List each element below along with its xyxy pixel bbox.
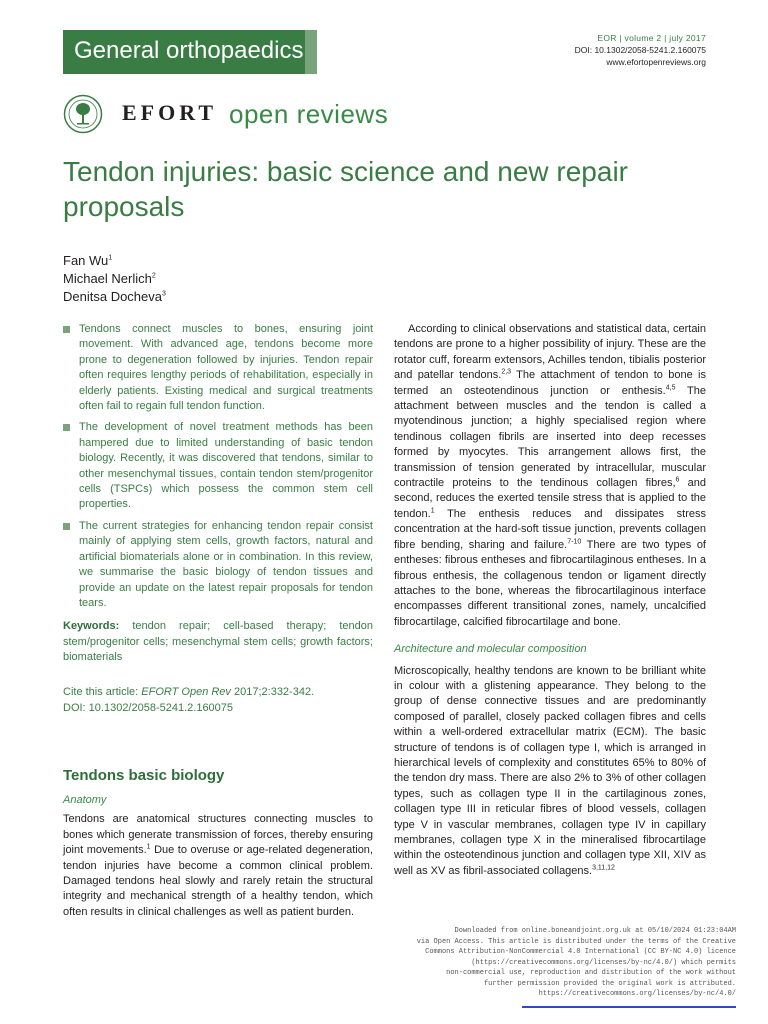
author: Denitsa Docheva$^3$ <box>63 289 166 304</box>
journal-website: www.efortopenreviews.org <box>606 57 706 67</box>
summary-bullet: Tendons connect muscles to bones, ensuring joint movement. With advanced age, tendons become more prone to degeneration followed by injuries. Tendon repair often requires lengthy periods of rehabilitation, especially in elderly patients. Existing medical and surgical treatments often fail to regain full tendon function. <box>63 322 373 414</box>
section-banner-stripe <box>305 30 317 74</box>
left-column <box>63 322 373 920</box>
summary-bullet: The development of novel treatment methods has been hampered due to limited understanding of basic tendon biology. Recently, it was discovered that tendons, similar to other mesenchymal tissues, contain tendon stem/progenitor cells (TSPCs) which possess the common stem cell properties. <box>63 420 373 512</box>
body-paragraph: Tendons are anatomical structures connecting muscles to bones which generate transmission of forces, thereby ensuring joint movements.$^1$ Due to overuse or age-related degeneration, tendon injuries have become a common clinical problem. Damaged tendons heal slowly and rarely retain the structural integrity and mechanical strength of a healthy tendon, which often results in clinical challenges as well as patient burden. <box>63 813 373 918</box>
licence-link[interactable]: https://creativecommons.org/licenses/by-nc/4.0/ <box>538 990 736 998</box>
bullet-square-icon <box>63 326 70 333</box>
keywords: Keywords: tendon repair; cell-based therapy; tendon stem/progenitor cells; mesenchymal stem cells; growth factors; biomaterials <box>63 620 373 664</box>
journal-meta <box>575 32 706 68</box>
citation: Cite this article: EFORT Open Rev 2017;2:332-342. DOI: 10.1302/2058-5241.2.160075 <box>63 684 373 716</box>
subsection-heading: Anatomy <box>63 793 107 806</box>
bullet-square-icon <box>63 523 70 530</box>
citation-doi: DOI: 10.1302/2058-5241.2.160075 <box>63 701 234 714</box>
journal-doi: DOI: 10.1302/2058-5241.2.160075 <box>574 45 706 55</box>
bullet-square-icon <box>63 424 70 431</box>
right-column <box>394 322 706 879</box>
body-paragraph: Microscopically, healthy tendons are known to be brilliant white in colour with a glistening appearance. They belong to the group of dense connective tissues and are predominantly composed of parallel, closely packed collagen fibres and cells within a well-ordered extracellular matrix (ECM). The basic structure of tendons is of collagen type I, which is arranged in hierarchical levels of complexity and constitutes 65% to 80% of the tendon dry mass. There are also 2% to 3% of other collagen types, such as collagen type II in the cartilaginous zones, collagen type III in reticular fibres of blood vessels, collagen type V in vascular membranes, collagen type IV in capillary membranes, collagen type X in the mineralised fibrocartilage within the osteotendinous junction and collagen type XII, XIV as well as XV as fibril-associated collagens.$^{3,11,12}$ <box>394 664 706 877</box>
author-list <box>63 252 166 306</box>
efort-tree-seal-icon <box>63 94 103 134</box>
section-heading: Tendons basic biology <box>63 766 225 784</box>
author: Fan Wu$^1$ <box>63 253 113 268</box>
article-title: Tendon injuries: basic science and new repair proposals <box>63 156 628 222</box>
licence-note: Downloaded from online.boneandjoint.org.uk at 05/10/2024 01:23:04AM via Open Access. This article is distributed under the terms of the Creative Commons Attribution-NonCommercial 4.0 International (CC BY-NC 4.0) licence (https://creativecommons.org/licenses/by-nc/4.0/) which permits non-commercial use, reproduction and distribution of the work without further permission provided the original work is attributed. https://creativecommons.org/licenses/by-nc/4.0/ <box>376 926 736 1000</box>
author: Michael Nerlich$^2$ <box>63 271 156 286</box>
brand-open-reviews: open reviews <box>229 99 389 129</box>
footer-underline <box>522 1006 736 1008</box>
body-paragraph: According to clinical observations and statistical data, certain tendons are prone to a higher possibility of injury. These are the rotator cuff, forearm extensors, Achilles tendon, tibialis posterior and patellar tendons.$^{2,3}$ The attachment of tendon to bone is termed an osteotendinous junction or enthesis.$^{4,5}$ The attachment between muscles and the tendon is called a myotendinous junction; a highly specialised region where tendinous collagen fibrils are inserted into deep recesses formed by myocytes. This arrangement allows first, the transmission of tension generated by intracellular, muscular contractile proteins to the tendinous collagen fibres,$^6$ and second, reduces the exerted tensile stress that is applied to the tendon.$^1$ The enthesis reduces and dissipates stress concentration at the hard-soft tissue junction, prevents collagen fibre bending, sharing and failure.$^{7-10}$ There are two types of entheses: fibrous entheses and fibrocartilaginous entheses. In a fibrous enthesis, the collagenous tendon or ligament directly attaches to the bone, whereas the fibrocartilaginous interface encompasses different transitional zones, namely, uncalcified fibrocartilage, calcified fibrocartilage and bone. <box>394 323 707 628</box>
summary-bullet: The current strategies for enhancing tendon repair consist mainly of applying stem cells, growth factors, natural and artificial biomaterials alone or in combination. In this review, we summarise the basic biology of tendon tissues and provide an update on the latest repair proposals for tendon tears. <box>63 519 373 611</box>
brand-efort: EFORT <box>122 100 218 125</box>
journal-reference: EOR | volume 2 | july 2017 <box>597 33 706 43</box>
section-banner-title: General orthopaedics <box>74 37 304 64</box>
subsection-heading: Architecture and molecular composition <box>394 643 587 656</box>
